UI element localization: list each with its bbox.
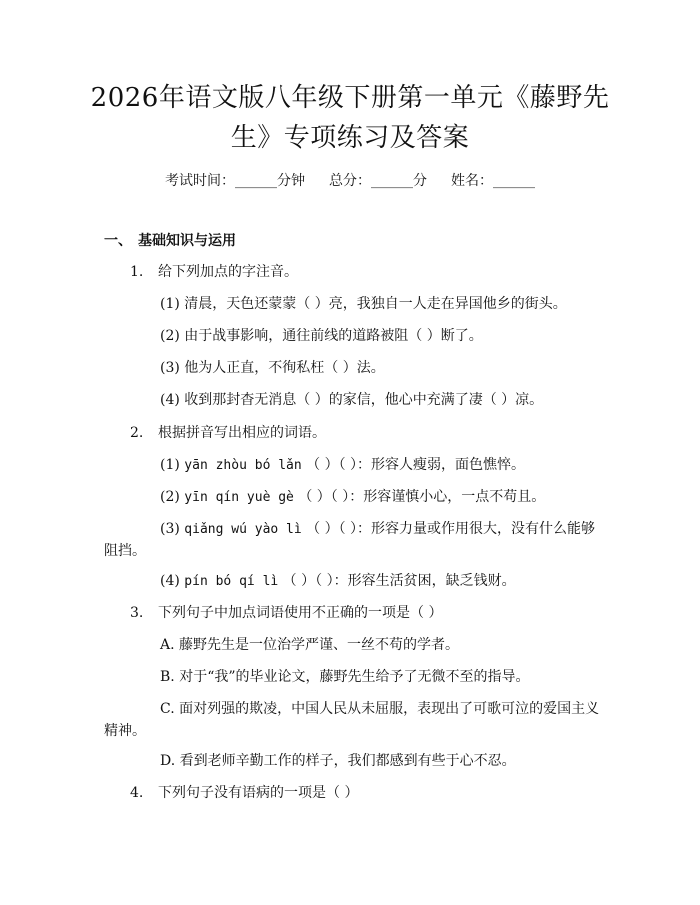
exam-name: 姓名：______ [451,173,535,189]
item-text: （ ）（ ）：形容力量或作用很大，没有什么能够 [301,521,596,537]
question-2 [130,423,326,443]
item-label: (1) [160,457,180,473]
q2-item-3 [160,519,595,540]
question-4 [130,783,358,803]
question-stem: 下列句子中加点词语使用不正确的一项是（ ） [158,605,443,621]
question-stem: 给下列加点的字注音。 [158,264,298,280]
question-stem: 根据拼音写出相应的词语。 [158,425,326,441]
q3-option-a: A. 藤野先生是一位治学严谨、一丝不苟的学者。 [160,637,460,653]
item-label: (4) [160,573,180,589]
section-title: 基础知识与运用 [138,233,236,249]
exam-meta [0,170,700,190]
document-title: 2026年语文版八年级下册第一单元《藤野先生》专项练习及答案 [90,83,610,153]
question-stem: 下列句子没有语病的一项是（ ） [158,785,359,801]
q3-option-c: C. 面对列强的欺凌，中国人民从未屈服，表现出了可歌可泣的爱国主义 [160,701,600,717]
q2-item-3-continued: 阻挡。 [104,543,146,559]
question-number: 4. [130,785,144,801]
pinyin: pín bó qí lì [184,574,279,589]
question-number: 1. [130,264,144,280]
q3-option-d: D. 看到老师辛勤工作的样子，我们都感到有些于心不忍。 [160,753,516,769]
pinyin: yīn qín yuè gè [184,490,294,505]
q3-option-b: B. 对于“我”的毕业论文，藤野先生给予了无微不至的指导。 [160,669,530,685]
question-number: 3. [130,605,144,621]
question-3 [130,603,442,623]
section-number: 一、 [104,233,132,249]
q1-item-1: (1) 清晨，天色还蒙蒙（ ）亮，我独自一人走在异国他乡的街头。 [160,296,567,312]
question-1 [130,262,298,282]
q2-item-2 [160,487,545,508]
exam-time: 考试时间：______分钟 [165,173,305,189]
item-label: (2) [160,489,180,505]
q2-item-4 [160,571,516,592]
item-text: （ ）（ ）：形容生活贫困，缺乏钱财。 [278,573,516,589]
pinyin: qiǎng wú yào lì [184,522,302,537]
q1-item-4: (4) 收到那封杳无消息（ ）的家信，他心中充满了凄（ ）凉。 [160,392,544,408]
q1-item-2: (2) 由于战事影响，通往前线的道路被阻（ ）断了。 [160,328,483,344]
q1-item-3: (3) 他为人正直，不徇私枉（ ）法。 [160,360,385,376]
item-text: （ ）（ ）：形容人瘦弱，面色憔悴。 [301,457,526,473]
pinyin: yān zhòu bó lǎn [184,458,302,473]
item-text: （ ）（ ）：形容谨慎小心，一点不苟且。 [293,489,546,505]
q2-item-1 [160,455,525,476]
question-number: 2. [130,425,144,441]
exam-score: 总分：______分 [329,173,427,189]
section-heading [104,230,236,250]
item-label: (3) [160,521,180,537]
q3-option-c-continued: 精神。 [104,723,146,739]
